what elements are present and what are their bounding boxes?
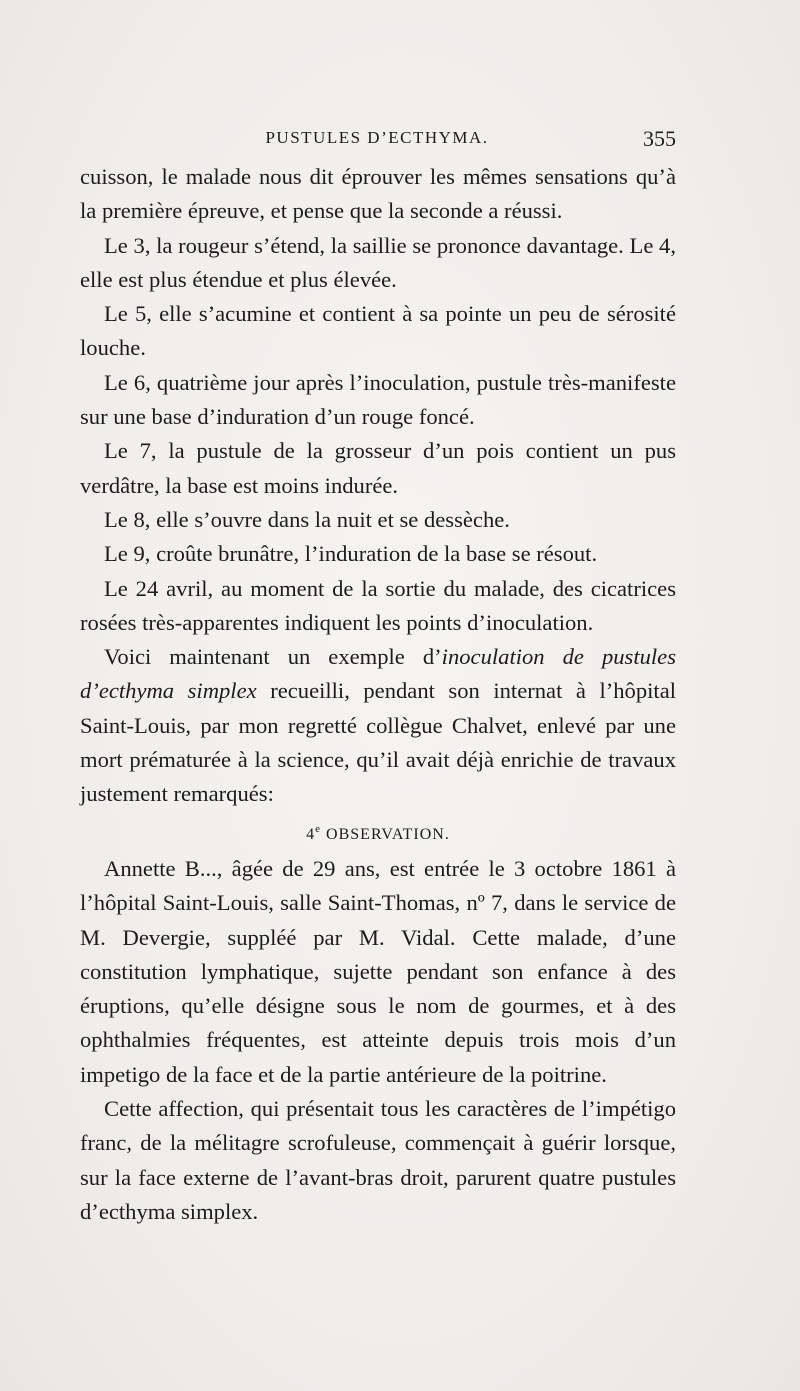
- paragraph-intro-example: [80, 640, 676, 811]
- observation-superscript: e: [315, 822, 322, 835]
- intro-text-before: Voici maintenant un exemple d’: [104, 644, 442, 670]
- observation-heading: [80, 812, 676, 852]
- page-number: 355: [643, 126, 676, 151]
- body-text: [80, 160, 676, 1229]
- paragraph-day-5: Le 5, elle s’acumine et contient à sa pointe un peu de sérosité louche.: [80, 301, 676, 361]
- paragraph-day-7: Le 7, la pustule de la grosseur d’un pois contient un pus verdâtre, la base est moins indurée.: [80, 438, 676, 498]
- observation-label: OBSERVATION.: [326, 825, 450, 843]
- paragraph-observation-case: Annette B..., âgée de 29 ans, est entrée le 3 octobre 1861 à l’hôpital Saint-Louis, salle Saint-Thomas, nº 7, dans le service de M. Devergie, suppléé par M. Vidal. Cette malade, d’une constitution lymphatique, sujette pendant son enfance à des éruptions, qu’elle désigne sous le nom de gourmes, et à des ophthalmies fréquentes, est atteinte depuis trois mois d’un impetigo de la face et de la partie antérieure de la poitrine.: [80, 855, 676, 1087]
- paragraph-day-24: Le 24 avril, au moment de la sortie du malade, des cicatrices rosées très-apparentes indiquent les points d’inoculation.: [80, 575, 676, 635]
- paragraph-day-8: Le 8, elle s’ouvre dans la nuit et se dessèche.: [104, 506, 510, 532]
- intro-text-italic: inoculation de pustules d’ecthyma simplex: [80, 644, 677, 704]
- running-title: PUSTULES D’ECTHYMA.: [265, 128, 489, 147]
- paragraph-continuation: cuisson, le malade nous dit éprouver les mêmes sensations qu’à la première épreuve, et pense que la seconde a réussi.: [80, 164, 676, 224]
- paragraph-day-3: Le 3, la rougeur s’étend, la saillie se prononce davantage. Le 4, elle est plus étendue et plus élevée.: [80, 232, 676, 292]
- running-head: [78, 122, 676, 152]
- observation-number: 4: [306, 825, 316, 843]
- paragraph-day-6: Le 6, quatrième jour après l’inoculation, pustule très-manifeste sur une base d’induration d’un rouge foncé.: [80, 369, 676, 430]
- paragraph-observation-affection: Cette affection, qui présentait tous les caractères de l’impétigo franc, de la mélitagre scrofuleuse, commençait à guérir lorsque, sur la face externe de l’avant-bras droit, parurent quatre pustules d’ecthyma simplex.: [80, 1096, 676, 1224]
- intro-text-after: recueilli, pendant son internat à l’hôpital Saint-Louis, par mon regretté collègue Chalvet, enlevé par une mort prématurée à la science, qu’il avait déjà enrichie de travaux justement remarqués:: [80, 678, 677, 807]
- paragraph-day-9: Le 9, croûte brunâtre, l’induration de la base se résout.: [104, 541, 598, 567]
